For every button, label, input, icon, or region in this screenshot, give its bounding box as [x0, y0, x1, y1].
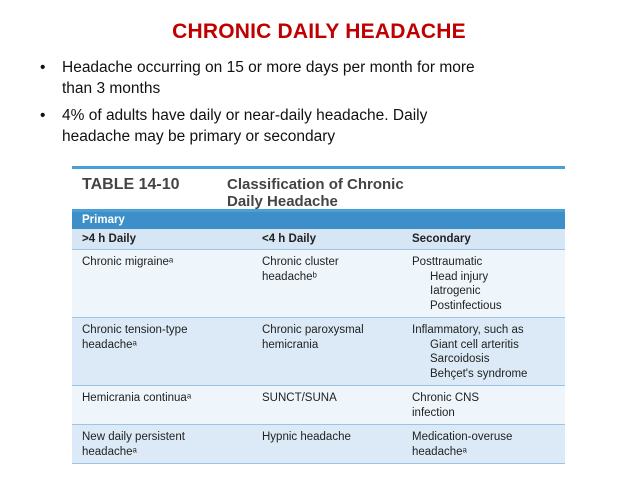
table-cell: [252, 425, 402, 463]
cell-text-line: infection: [412, 406, 455, 419]
cell-text-line: Hypnic headache: [262, 431, 351, 443]
cell-text-line: Chronic tension-type: [82, 324, 188, 336]
cell-subitem-line: Sarcoidosis: [430, 353, 490, 365]
classification-table: [72, 166, 565, 458]
table-cell: [72, 318, 252, 385]
cell-subitem-line: Giant cell arteritis: [430, 338, 519, 351]
table-row: [72, 318, 565, 386]
cell-text-line: Chronic migraineᵃ: [82, 256, 174, 268]
bullet-item: [40, 105, 610, 147]
cell-text-line: New daily persistent: [82, 431, 185, 443]
table-cell: [72, 386, 252, 424]
cell-text-line: Posttraumatic: [412, 256, 483, 268]
table-caption-line: Daily Headache: [227, 193, 338, 210]
cell-text-line: Chronic CNS: [412, 392, 480, 404]
bullet-dot: •: [40, 59, 46, 76]
table-cell: [402, 386, 565, 424]
cell-text-line: Inflammatory, such as: [412, 324, 524, 336]
cell-text-line: headacheᵇ: [262, 270, 317, 283]
table-cell: [402, 250, 565, 317]
table-body: [72, 250, 565, 464]
cell-text-line: Medication-overuse: [412, 431, 513, 443]
table-caption-line: Classification of Chronic: [227, 176, 404, 193]
header-cell: <4 h Daily: [262, 233, 317, 245]
cell-subitem-line: Iatrogenic: [430, 285, 481, 297]
cell-text-line: Hemicrania continuaᵃ: [82, 392, 192, 404]
table-header-row: [72, 229, 565, 250]
cell-subitem-line: Head injury: [430, 270, 489, 283]
bullet-dot: •: [40, 107, 46, 124]
bullet-text-line: Headache occurring on 15 or more days per month for more: [62, 59, 475, 76]
header-cell: Secondary: [412, 233, 471, 245]
cell-subitem-line: Postinfectious: [430, 299, 502, 312]
table-cell: [402, 425, 565, 463]
table-cell: [252, 318, 402, 385]
header-cell: >4 h Daily: [82, 233, 137, 245]
table-cell: [402, 318, 565, 385]
table-number: TABLE 14-10: [82, 176, 180, 193]
cell-text-line: hemicrania: [262, 338, 319, 351]
table-row: [72, 250, 565, 318]
table-cell: [72, 250, 252, 317]
table-row: [72, 425, 565, 464]
bullet-text-line: 4% of adults have daily or near-daily headache. Daily: [62, 107, 428, 124]
cell-text-line: Chronic paroxysmal: [262, 324, 364, 336]
table-cell: [252, 250, 402, 317]
bullet-list: [40, 57, 610, 153]
cell-text-line: Chronic cluster: [262, 256, 339, 268]
cell-subitem-line: Behçet's syndrome: [430, 367, 528, 380]
table-cell: [252, 386, 402, 424]
table-title-block: [72, 166, 565, 212]
primary-section-bar: Primary: [72, 212, 565, 229]
cell-text-line: headacheᵃ: [82, 338, 137, 351]
cell-text-line: headacheᵃ: [82, 445, 137, 458]
bullet-text-line: headache may be primary or secondary: [62, 128, 336, 145]
table-row: [72, 386, 565, 425]
table-cell: [72, 425, 252, 463]
bullet-item: [40, 57, 610, 99]
bullet-text-line: than 3 months: [62, 80, 161, 97]
slide-title: CHRONIC DAILY HEADACHE: [172, 20, 466, 43]
cell-text-line: headacheᵃ: [412, 445, 467, 458]
cell-text-line: SUNCT/SUNA: [262, 392, 337, 404]
